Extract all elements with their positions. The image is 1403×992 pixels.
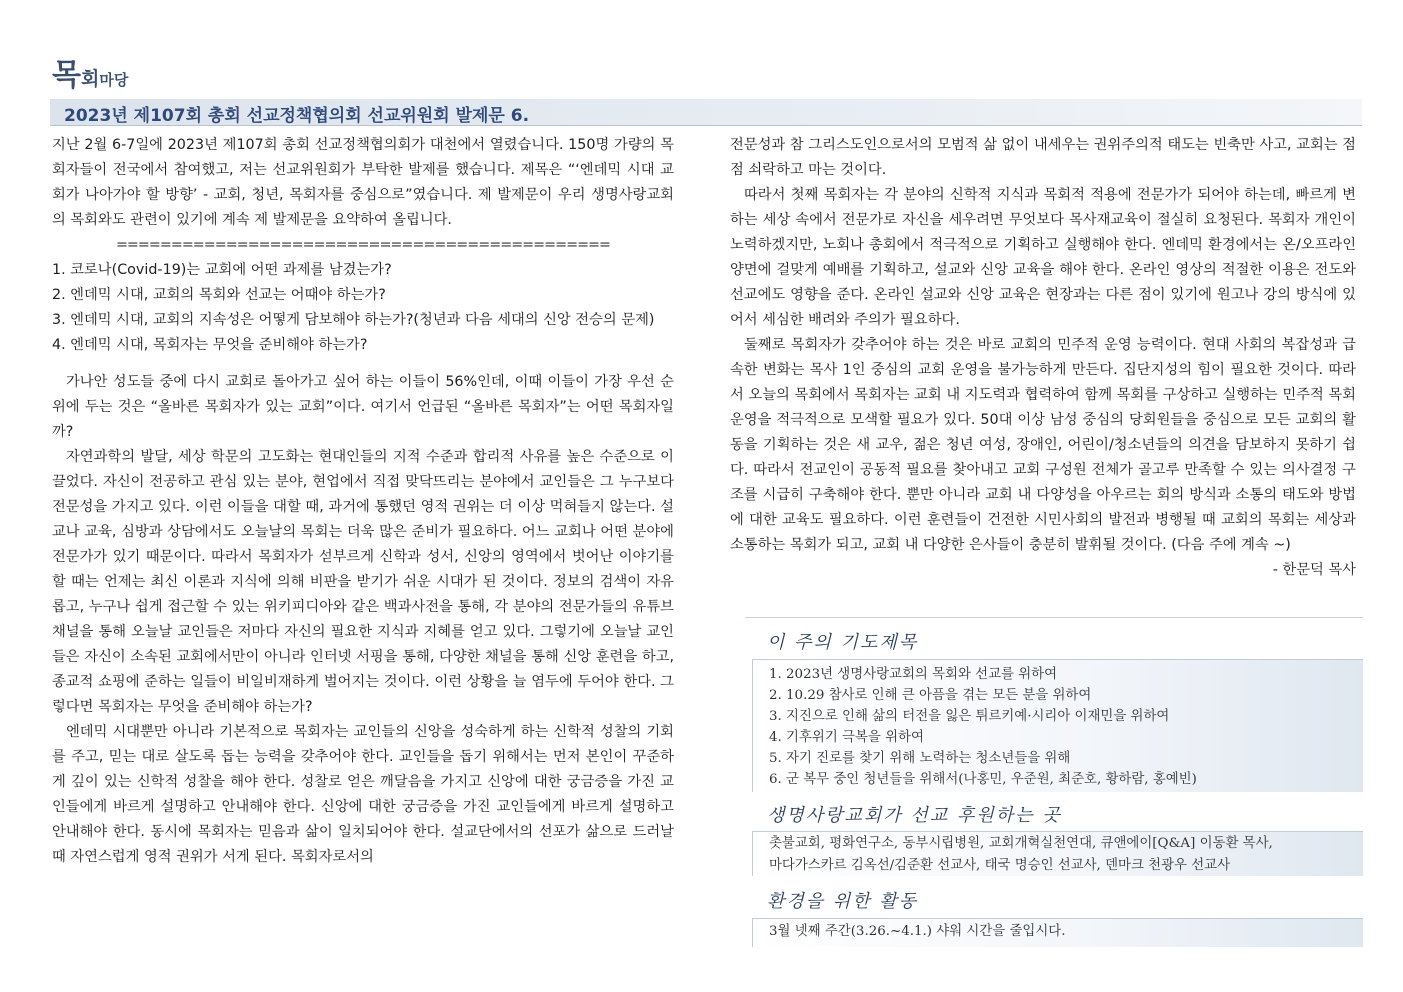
body-paragraph: 둘째로 목회자가 갖추어야 하는 것은 바로 교회의 민주적 운영 능력이다. 현대 사회의 복잡성과 급속한 변화는 목사 1인 중심의 교회 운영을 불가능하게 만든다. 집단지성의 힘이 필요한 것이다. 따라서 오늘의 목회에서 목회자는 교회 내 지도력과 협력하여 함께 목회를 구상하고 실행하는 민주적 목회 운영을 적극적으로 모색할 필요가 있다. 50대 이상 남성 중심의 당회원들을 중심으로 모든 교회의 활동을 기획하는 것은 새 교우, 젊은 청년 여성, 장애인, 어린이/청소년들의 의견을 담보하지 못하기 쉽다. 따라서 전교인이 공동적 필요를 찾아내고 교회 구성원 전체가 골고루 만족할 수 있는 의사결정 구조를 시급히 구축해야 한다. 뿐만 아니라 교회 내 다양성을 아우르는 회의 방식과 소통의 태도와 방법에 대한 교육도 필요하다. 이런 훈련들이 건전한 시민사회의 발전과 병행될 때 교회의 목회는 세상과 소통하는 목회가 되고, 교회 내 다양한 은사들이 충분히 발휘될 것이다. (다음 주에 계속 ~) (730, 337, 1356, 553)
right-column (730, 133, 1356, 583)
environment-title: 환경을 위한 활동 (767, 891, 919, 912)
support-title: 생명사랑교회가 선교 후원하는 곳 (767, 805, 1062, 826)
environment-text: 3월 넷째 주간(3.26.~4.1.) 샤워 시간을 줄입시다. (769, 924, 1066, 939)
prayer-heading (745, 622, 1363, 656)
body-paragraph: 자연과학의 발달, 세상 학문의 고도화는 현대인들의 지적 수준과 합리적 사유를 높은 수준으로 이끌었다. 자신이 전공하고 관심 있는 분야, 현업에서 직접 맞닥뜨리는 분야에서 교인들은 그 누구보다 전문성을 가지고 있다. 이런 이들을 대할 때, 과거에 통했던 영적 권위는 더 이상 먹혀들지 않는다. 설교나 교육, 심방과 상담에서도 오늘날의 목회는 더욱 많은 준비가 필요하다. 어느 교회나 어떤 분야에 전문가가 있기 때문이다. 따라서 목회자가 섣부르게 신학과 성서, 신앙의 영역에서 벗어난 이야기를 할 때는 언제는 최신 이론과 지식에 의해 비판을 받기가 쉬운 시대가 된 것이다. 정보의 검색이 자유롭고, 누구나 쉽게 접근할 수 있는 위키피디아와 같은 백과사전을 통해, 각 분야의 전문가들의 유튜브 채널을 통해 오늘날 교인들은 저마다 자신의 필요한 지식과 지혜를 얻고 있다. 그렇기에 오늘날 교인들은 자신이 소속된 교회에서만이 아니라 인터넷 서핑을 통해, 다양한 채널을 통해 신앙 훈련을 하고, 종교적 쇼핑에 준하는 일들이 비일비재하게 벌어지는 것이다. 이런 상황을 늘 염두에 두어야 한다. 그렇다면 목회자는 무엇을 준비해야 하는가? (52, 449, 674, 715)
question-item: 3. 엔데믹 시대, 교회의 지속성은 어떻게 담보해야 하는가?(청년과 다음 세대의 신앙 전승의 문제) (52, 312, 655, 328)
prayer-item: 2. 10.29 참사로 인해 큰 아픔을 겪는 모든 분을 위하여 (769, 688, 1092, 703)
support-heading (745, 795, 1363, 829)
support-box (752, 831, 1363, 876)
prayer-item: 6. 군 복무 중인 청년들을 위해서(나홍민, 우준원, 최준호, 황하람, 홍예빈) (769, 772, 1197, 787)
support-line: 마다가스카르 김옥선/김준환 선교사, 태국 명승인 선교사, 덴마크 천광우 선교사 (769, 858, 1231, 873)
masthead-char-1: 목 (52, 58, 81, 93)
prayer-item: 5. 자기 진로를 찾기 위해 노력하는 청소년들을 위해 (769, 751, 1071, 766)
intro-paragraph: 지난 2월 6-7일에 2023년 제107회 총회 선교정책협의회가 대천에서 열렸습니다. 150명 가량의 목회자들이 전국에서 참여했고, 저는 선교위원회가 부탁한 발제를 했습니다. 제목은 “‘엔데믹 시대 교회가 나아가야 할 방향’ - 교회, 청년, 목회자를 중심으로”였습니다. 제 발제문이 우리 생명사랑교회의 목회와도 관련이 있기에 계속 제 발제문을 요약하여 올립니다. (52, 137, 674, 228)
question-item: 4. 엔데믹 시대, 목회자는 무엇을 준비해야 하는가? (52, 337, 368, 353)
masthead-char-2: 회 (80, 68, 100, 90)
masthead-char-3: 마당 (99, 71, 129, 89)
prayer-item: 1. 2023년 생명사랑교회의 목회와 선교를 위하여 (769, 667, 1058, 682)
article-headline-bar (50, 99, 1362, 126)
body-paragraph: 엔데믹 시대뿐만 아니라 기본적으로 목회자는 교인들의 신앙을 성숙하게 하는 신학적 성찰의 기회를 주고, 믿는 대로 살도록 돕는 능력을 갖추어야 한다. 교인들을 돕기 위해서는 먼저 본인이 꾸준하게 깊이 있는 신학적 성찰을 해야 한다. 성찰로 얻은 깨달음을 가지고 신앙에 대한 궁금증을 가진 교인들에게 바르게 설명하고 안내해야 한다. 신앙에 대한 궁금증을 가진 교인들에게 바르게 설명하고 안내해야 한다. 동시에 목회자는 믿음과 삶이 일치되어야 한다. 설교단에서의 선포가 삶으로 드러날 때 자연스럽게 영적 권위가 서게 된다. 목회자로서의 (52, 724, 674, 865)
environment-heading (745, 881, 1363, 915)
author-signature: - 한문덕 목사 (1272, 562, 1356, 578)
prayer-title: 이 주의 기도제목 (767, 632, 919, 653)
support-line: 촛불교회, 평화연구소, 동부시립병원, 교회개혁실천연대, 큐앤에이[Q&A] 이동환 목사, (769, 836, 1273, 851)
article-headline: 2023년 제107회 총회 선교정책협의회 선교위원회 발제문 6. (64, 106, 530, 126)
prayer-item: 3. 지진으로 인해 삶의 터전을 잃은 튀르키예·시리아 이재민을 위하여 (769, 709, 1170, 724)
prayer-item: 4. 기후위기 극복을 위하여 (769, 730, 924, 745)
question-list (52, 258, 674, 358)
body-paragraph: 전문성과 참 그리스도인으로서의 모범적 삶 없이 내세우는 권위주의적 태도는 빈축만 사고, 교회는 점점 쇠락하고 마는 것이다. (730, 137, 1356, 178)
separator-line: ============================================= (115, 237, 611, 253)
body-paragraph: 따라서 첫째 목회자는 각 분야의 신학적 지식과 목회적 적용에 전문가가 되어야 하는데, 빠르게 변하는 세상 속에서 전문가로 자신을 세우려면 무엇보다 목사재교육이 절실히 요청된다. 목회자 개인이 노력하겠지만, 노회나 총회에서 적극적으로 기획하고 실행해야 한다. 엔데믹 환경에서는 온/오프라인 양면에 걸맞게 예배를 기획하고, 설교와 신앙 교육을 해야 한다. 온라인 영상의 적절한 이용은 전도와 선교에도 영향을 준다. 온라인 설교와 신앙 교육은 현장과는 다른 점이 있기에 원고나 강의 방식에 있어서 세심한 배려와 주의가 필요하다. (730, 187, 1356, 328)
question-item: 2. 엔데믹 시대, 교회의 목회와 선교는 어때야 하는가? (52, 287, 386, 303)
body-paragraph: 가나안 성도들 중에 다시 교회로 돌아가고 싶어 하는 이들이 56%인데, 이때 이들이 가장 우선 순위에 두는 것은 “올바른 목회자가 있는 교회”이다. 여기서 언급된 “올바른 목회자”는 어떤 목회자일까? (52, 374, 674, 440)
masthead-logo (52, 50, 128, 98)
prayer-box (752, 659, 1363, 792)
prayer-list (753, 660, 1363, 790)
divider (745, 617, 1363, 618)
question-item: 1. 코로나(Covid-19)는 교회에 어떤 과제를 남겼는가? (52, 262, 392, 278)
left-column (52, 133, 674, 870)
environment-box (752, 918, 1363, 947)
